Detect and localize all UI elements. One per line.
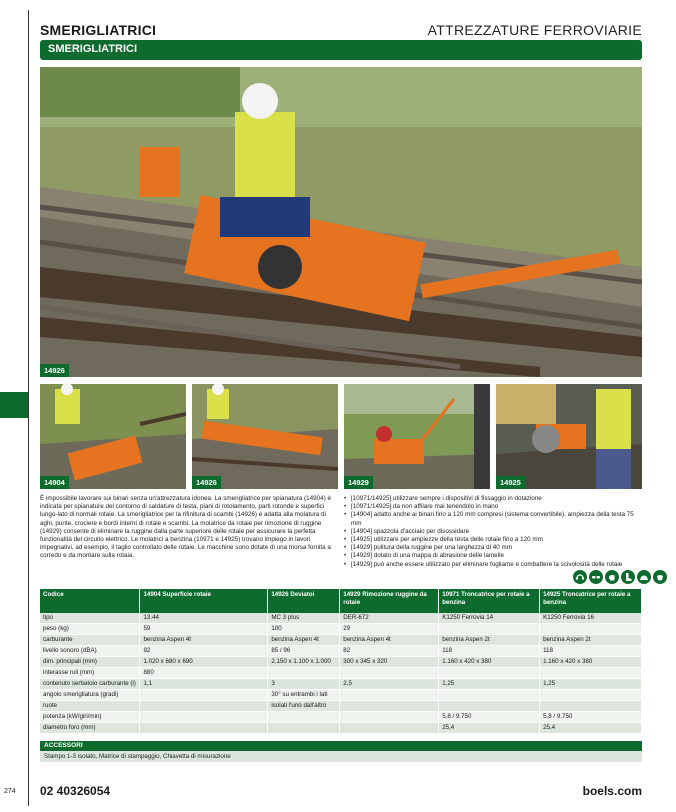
section-bar bbox=[40, 40, 642, 60]
table-cell bbox=[140, 712, 268, 723]
table-row bbox=[40, 646, 642, 657]
thumbnail-illustration-3 bbox=[344, 384, 490, 489]
thumbnail-photo-1 bbox=[40, 384, 186, 489]
table-cell bbox=[268, 712, 340, 723]
table-header-row bbox=[40, 589, 642, 613]
accessories-bar bbox=[40, 741, 642, 751]
main-product-photo bbox=[40, 67, 642, 377]
table-cell bbox=[268, 723, 340, 734]
chapter-tab bbox=[0, 392, 28, 418]
row-label: livello sonoro (dBA) bbox=[40, 646, 140, 657]
specifications-table bbox=[40, 589, 642, 734]
table-cell: K1250 Ferrovia 14 bbox=[439, 613, 540, 624]
feature-list bbox=[344, 495, 642, 569]
column-header: 14904 Superficie rotaie bbox=[140, 589, 268, 613]
table-cell: 3 bbox=[268, 679, 340, 690]
table-cell: 2,5 bbox=[340, 679, 439, 690]
page-number: 274 bbox=[4, 788, 16, 795]
left-margin-rule bbox=[28, 10, 29, 806]
category-title: SMERIGLIATRICI bbox=[40, 22, 157, 38]
table-cell: 25,4 bbox=[540, 723, 642, 734]
table-cell bbox=[340, 723, 439, 734]
table-cell: 1.160 x 420 x 380 bbox=[540, 657, 642, 668]
table-row bbox=[40, 613, 642, 624]
table-row bbox=[40, 712, 642, 723]
table-cell bbox=[540, 701, 642, 712]
table-cell bbox=[439, 690, 540, 701]
feature-item: • [14929] pulitura della ruggine per una larghezza di 40 mm bbox=[344, 544, 642, 552]
table-cell: 25,4 bbox=[439, 723, 540, 734]
feature-item: • [10971/14925] utilizzare sempre i dispositivi di fissaggio in dotazione bbox=[344, 495, 642, 503]
feature-item: • [14929] dotato di una mappa di abrasione delle lamelle bbox=[344, 552, 642, 560]
table-row bbox=[40, 668, 642, 679]
column-header: 14929 Rimozione ruggine da rotaie bbox=[340, 589, 439, 613]
row-label: angolo smerigliatura (gradi) bbox=[40, 690, 140, 701]
table-body bbox=[40, 613, 642, 734]
safety-icons bbox=[573, 570, 667, 584]
section-bar-title: SMERIGLIATRICI bbox=[48, 43, 138, 55]
table-cell: 59 bbox=[140, 624, 268, 635]
row-label: diametro foro (mm) bbox=[40, 723, 140, 734]
table-cell: 1,1 bbox=[140, 679, 268, 690]
table-cell bbox=[140, 690, 268, 701]
table-cell: benzina Aspen 2t bbox=[540, 635, 642, 646]
table-cell: benzina Aspen 4t bbox=[140, 635, 268, 646]
table-cell: 118 bbox=[540, 646, 642, 657]
table-cell: 82 bbox=[340, 646, 439, 657]
thumbnail-illustration-2 bbox=[192, 384, 338, 489]
table-cell bbox=[340, 701, 439, 712]
glove-icon bbox=[605, 570, 619, 584]
column-header: 14926 Deviatoi bbox=[268, 589, 340, 613]
table-cell bbox=[439, 701, 540, 712]
table-cell: benzina Aspen 4t bbox=[268, 635, 340, 646]
eye-protection-icon bbox=[589, 570, 603, 584]
table-cell bbox=[540, 690, 642, 701]
thumbnail-code-1: 14904 bbox=[40, 476, 69, 489]
section-title: ATTREZZATURE FERROVIARIE bbox=[427, 22, 642, 38]
table-row bbox=[40, 723, 642, 734]
railway-grinder-illustration bbox=[40, 67, 642, 377]
table-cell bbox=[268, 668, 340, 679]
table-cell bbox=[439, 668, 540, 679]
table-cell: benzina Aspen 2t bbox=[439, 635, 540, 646]
ear-protection-icon bbox=[573, 570, 587, 584]
column-header: Codice bbox=[40, 589, 140, 613]
table-cell: DER-672 bbox=[340, 613, 439, 624]
thumbnail-illustration-4 bbox=[496, 384, 642, 489]
table-cell bbox=[140, 723, 268, 734]
feature-item: • [14904] adatto anche ai binari fino a 120 mm compresi (sistema convertibile), ampiezza della testa 75 mm bbox=[344, 511, 642, 527]
table-row bbox=[40, 635, 642, 646]
table-cell: 5,8 / 9.750 bbox=[540, 712, 642, 723]
accessories-title: ACCESSORI bbox=[44, 742, 83, 749]
feature-item: • [14929] può anche essere utilizzato per eliminare fogliame e combattere la scivolosità delle rotaie bbox=[344, 561, 642, 569]
table-cell bbox=[340, 668, 439, 679]
feature-item: • [14925] utilizzare per ampiezze della testa delle rotaie fino a 120 mm bbox=[344, 536, 642, 544]
table-row bbox=[40, 624, 642, 635]
website-link[interactable]: boels.com bbox=[582, 784, 642, 798]
page-header bbox=[40, 22, 642, 40]
table-cell: 1.160 x 420 x 380 bbox=[439, 657, 540, 668]
thumbnail-photo-4 bbox=[496, 384, 642, 489]
table-cell bbox=[340, 712, 439, 723]
table-cell: 13.44 bbox=[140, 613, 268, 624]
row-label: peso (kg) bbox=[40, 624, 140, 635]
intro-paragraph: È impossibile lavorare sui binari senza un'attrezzatura idonea. La smerigliatrice per spianatura (14904) è indicata per spianature del contorno di saldature di testa, piani di rotolamento, parti rotonde e superfici lungo-lato di normali rotaie. La smerigliatrice per la rifinitura di scambi (14926) è adatta alla molatura di aghi, punte, crociere e bordi interni di rotaie e scambi. La molatrice da rotaie per rimozione di ruggine (14929) consente di eliminare la ruggine dalla parte superiore delle rotaie per assicurare la perfetta funzionalità del circuito elettrico. Le molatrici a benzina (10971 e 14925) trovano impiego in lavori impegnativi, ad esempio, il taglio controllato delle rotaie. Le macchine sono dotate di una morsa fornita a corredo e da montare sulla rotaia. bbox=[40, 495, 332, 560]
helmet-icon bbox=[637, 570, 651, 584]
table-cell: 85 / 96 bbox=[268, 646, 340, 657]
row-label: potenza (kW/giri/min) bbox=[40, 712, 140, 723]
feature-item: • [10971/14925] da non affilare mai tenendolo in mano bbox=[344, 503, 642, 511]
column-header: 10971 Troncatrice per rotaie a benzina bbox=[439, 589, 540, 613]
main-photo-code: 14926 bbox=[40, 364, 69, 377]
table-cell bbox=[540, 624, 642, 635]
table-cell: benzina Aspen 4t bbox=[340, 635, 439, 646]
table-cell: 880 bbox=[140, 668, 268, 679]
row-label: dim. principali (mm) bbox=[40, 657, 140, 668]
table-cell bbox=[439, 624, 540, 635]
thumbnail-code-4: 14925 bbox=[496, 476, 525, 489]
feature-item: • [14904] spazzola d'acciaio per disossidare bbox=[344, 528, 642, 536]
table-cell: 5,8 / 9.750 bbox=[439, 712, 540, 723]
table-cell: 118 bbox=[439, 646, 540, 657]
thumbnail-photo-2 bbox=[192, 384, 338, 489]
thumbnail-illustration-1 bbox=[40, 384, 186, 489]
thumbnail-code-2: 14926 bbox=[192, 476, 221, 489]
table-cell bbox=[140, 701, 268, 712]
table-cell: MC 3 plus bbox=[268, 613, 340, 624]
table-row bbox=[40, 679, 642, 690]
table-cell: 29 bbox=[340, 624, 439, 635]
table-cell: 100 bbox=[268, 624, 340, 635]
table-cell bbox=[340, 690, 439, 701]
thumbnail-code-3: 14929 bbox=[344, 476, 373, 489]
row-label: interasse ruli (mm) bbox=[40, 668, 140, 679]
table-cell: 300 x 345 x 320 bbox=[340, 657, 439, 668]
table-cell: 30° su entrambi i lati bbox=[268, 690, 340, 701]
row-label: ruote bbox=[40, 701, 140, 712]
accessories-text: Stampo 1-3 isolato, Matrice di stampaggio, Chiavetta di misurazione bbox=[44, 753, 231, 760]
table-row bbox=[40, 701, 642, 712]
column-header: 14925 Troncatrice per rotaie a benzina bbox=[540, 589, 642, 613]
mask-icon bbox=[653, 570, 667, 584]
table-cell: 92 bbox=[140, 646, 268, 657]
table-cell: 2.150 x 1.100 x 1.000 bbox=[268, 657, 340, 668]
table-cell: K1250 Ferrovia 16 bbox=[540, 613, 642, 624]
boot-icon bbox=[621, 570, 635, 584]
table-cell bbox=[540, 668, 642, 679]
thumbnail-photo-3 bbox=[344, 384, 490, 489]
table-cell: isolati l'uno dall'altro bbox=[268, 701, 340, 712]
table-cell: 1,25 bbox=[540, 679, 642, 690]
accessories-row bbox=[40, 751, 642, 762]
row-label: contenuto serbatoio carburante (l) bbox=[40, 679, 140, 690]
row-label: tipo bbox=[40, 613, 140, 624]
phone-number: 02 40326054 bbox=[40, 784, 111, 798]
table-row bbox=[40, 690, 642, 701]
table-row bbox=[40, 657, 642, 668]
table-cell: 1.020 x 680 x 690 bbox=[140, 657, 268, 668]
row-label: carburante bbox=[40, 635, 140, 646]
table-cell: 1,25 bbox=[439, 679, 540, 690]
